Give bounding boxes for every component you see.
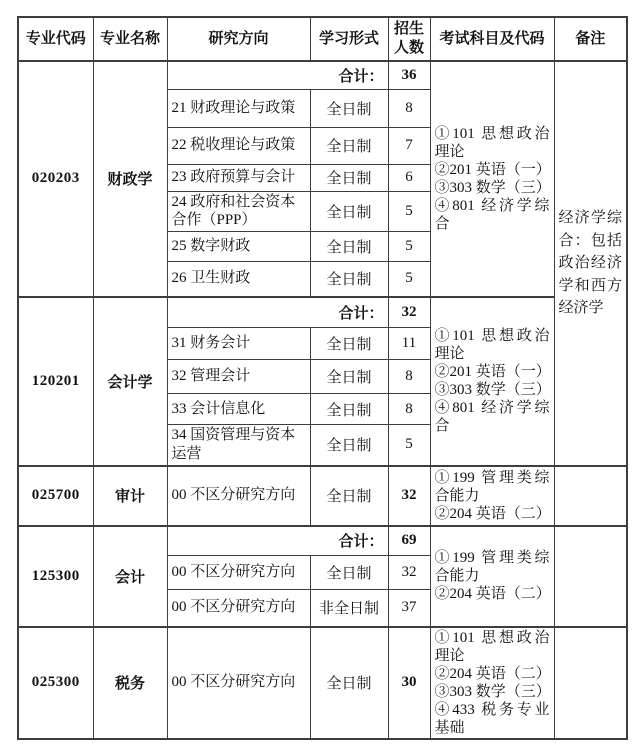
block-taxation-row bbox=[18, 627, 627, 739]
exam-item: ②201 英语（一） bbox=[434, 364, 551, 380]
major-name-cell: 审计 bbox=[93, 466, 167, 526]
enrollment-count-cell: 32 bbox=[388, 466, 430, 526]
direction-cell: 32 管理会计 bbox=[167, 360, 310, 394]
exam-item: ①199 管理类综合能力 bbox=[434, 550, 550, 584]
study-form-cell: 非全日制 bbox=[310, 590, 388, 627]
block-finance-total-row bbox=[18, 61, 627, 89]
exam-item: ①101 思想政治理论 bbox=[434, 125, 550, 160]
col-header-study-form: 学习形式 bbox=[310, 17, 388, 61]
study-form-cell: 全日制 bbox=[310, 89, 388, 127]
direction-cell: 21 财政理论与政策 bbox=[167, 89, 310, 127]
enrollment-count-cell: 5 bbox=[388, 425, 430, 466]
remark-cell bbox=[554, 466, 627, 526]
study-form-cell: 全日制 bbox=[310, 328, 388, 360]
direction-cell: 00 不区分研究方向 bbox=[167, 466, 310, 526]
exam-subjects-cell bbox=[430, 526, 554, 627]
major-name-cell: 财政学 bbox=[93, 61, 167, 297]
study-form-cell: 全日制 bbox=[310, 466, 388, 526]
study-form-cell: 全日制 bbox=[310, 164, 388, 191]
study-form-cell: 全日制 bbox=[310, 556, 388, 590]
exam-item: ②204 英语（二） bbox=[434, 505, 551, 522]
exam-item: ③303 数学（三） bbox=[434, 382, 551, 398]
exam-item: ④801 经济学综合 bbox=[434, 197, 550, 232]
enrollment-count-cell: 6 bbox=[388, 164, 430, 191]
block-accounting-total-row bbox=[18, 526, 627, 556]
major-code-cell: 125300 bbox=[18, 526, 93, 627]
enrollment-count-cell: 5 bbox=[388, 191, 430, 232]
exam-item: ②204 英语（二） bbox=[434, 586, 551, 602]
exam-subjects-cell bbox=[430, 466, 554, 526]
study-form-cell: 全日制 bbox=[310, 127, 388, 164]
enrollment-count-cell: 11 bbox=[388, 328, 430, 360]
study-form-cell: 全日制 bbox=[310, 394, 388, 425]
direction-cell: 24 政府和社会资本合作（PPP） bbox=[167, 191, 310, 232]
header-row bbox=[18, 17, 627, 61]
remark-cell bbox=[554, 627, 627, 739]
direction-cell: 00 不区分研究方向 bbox=[167, 590, 310, 627]
col-header-exam-subjects: 考试科目及代码 bbox=[430, 17, 554, 61]
direction-cell: 26 卫生财政 bbox=[167, 262, 310, 297]
enrollment-count-cell: 5 bbox=[388, 262, 430, 297]
enrollment-count-cell: 30 bbox=[388, 627, 430, 739]
exam-item: ①199 管理类综合能力 bbox=[434, 469, 550, 504]
exam-item: ②204 英语（二） bbox=[434, 665, 551, 682]
direction-cell: 25 数字财政 bbox=[167, 232, 310, 262]
block-accounting-sci-total-row bbox=[18, 297, 627, 328]
major-code-cell: 025700 bbox=[18, 466, 93, 526]
exam-item: ②201 英语（一） bbox=[434, 161, 551, 178]
direction-cell: 00 不区分研究方向 bbox=[167, 556, 310, 590]
major-name-cell: 税务 bbox=[93, 627, 167, 739]
enrollment-count-cell: 7 bbox=[388, 127, 430, 164]
exam-subjects-cell bbox=[430, 61, 554, 297]
total-count-cell: 36 bbox=[388, 61, 430, 89]
block-audit-row bbox=[18, 466, 627, 526]
col-header-major-code: 专业代码 bbox=[18, 17, 93, 61]
direction-cell: 22 税收理论与政策 bbox=[167, 127, 310, 164]
enrollment-count-cell: 37 bbox=[388, 590, 430, 627]
direction-cell: 00 不区分研究方向 bbox=[167, 627, 310, 739]
exam-subjects-cell bbox=[430, 297, 554, 466]
study-form-cell: 全日制 bbox=[310, 425, 388, 466]
direction-cell: 31 财务会计 bbox=[167, 328, 310, 360]
exam-item: ①101 思想政治理论 bbox=[434, 629, 550, 664]
study-form-cell: 全日制 bbox=[310, 262, 388, 297]
exam-item: ④801 经济学综合 bbox=[434, 400, 550, 434]
enrollment-count-cell: 8 bbox=[388, 394, 430, 425]
remark-cell bbox=[554, 61, 627, 466]
total-label-cell: 合计： bbox=[167, 61, 388, 89]
direction-cell: 33 会计信息化 bbox=[167, 394, 310, 425]
col-header-research-direction: 研究方向 bbox=[167, 17, 310, 61]
exam-item: ③303 数学（三） bbox=[434, 179, 551, 196]
direction-cell: 23 政府预算与会计 bbox=[167, 164, 310, 191]
study-form-cell: 全日制 bbox=[310, 232, 388, 262]
remark-cell bbox=[554, 526, 627, 627]
col-header-enrollment-count: 招生人数 bbox=[388, 17, 430, 61]
major-name-cell: 会计学 bbox=[93, 297, 167, 466]
direction-cell: 34 国资管理与资本运营 bbox=[167, 425, 310, 466]
exam-item: ①101 思想政治理论 bbox=[434, 328, 550, 362]
study-form-cell: 全日制 bbox=[310, 191, 388, 232]
total-count-cell: 32 bbox=[388, 297, 430, 328]
total-label-cell: 合计： bbox=[167, 297, 388, 328]
admissions-table bbox=[17, 16, 628, 740]
major-code-cell: 025300 bbox=[18, 627, 93, 739]
major-name-cell: 会计 bbox=[93, 526, 167, 627]
remark-text: 经济学综合：包括政治经济学和西方经济学 bbox=[558, 210, 622, 316]
enrollment-count-cell: 8 bbox=[388, 360, 430, 394]
enrollment-count-cell: 8 bbox=[388, 89, 430, 127]
col-header-remark: 备注 bbox=[554, 17, 627, 61]
enrollment-count-cell: 5 bbox=[388, 232, 430, 262]
total-count-cell: 69 bbox=[388, 526, 430, 556]
exam-subjects-cell bbox=[430, 627, 554, 739]
study-form-cell: 全日制 bbox=[310, 627, 388, 739]
exam-item: ④433 税务专业基础 bbox=[434, 701, 550, 736]
col-header-major-name: 专业名称 bbox=[93, 17, 167, 61]
study-form-cell: 全日制 bbox=[310, 360, 388, 394]
exam-item: ③303 数学（三） bbox=[434, 683, 551, 700]
major-code-cell: 020203 bbox=[18, 61, 93, 297]
major-code-cell: 120201 bbox=[18, 297, 93, 466]
total-label-cell: 合计： bbox=[167, 526, 388, 556]
enrollment-count-cell: 32 bbox=[388, 556, 430, 590]
